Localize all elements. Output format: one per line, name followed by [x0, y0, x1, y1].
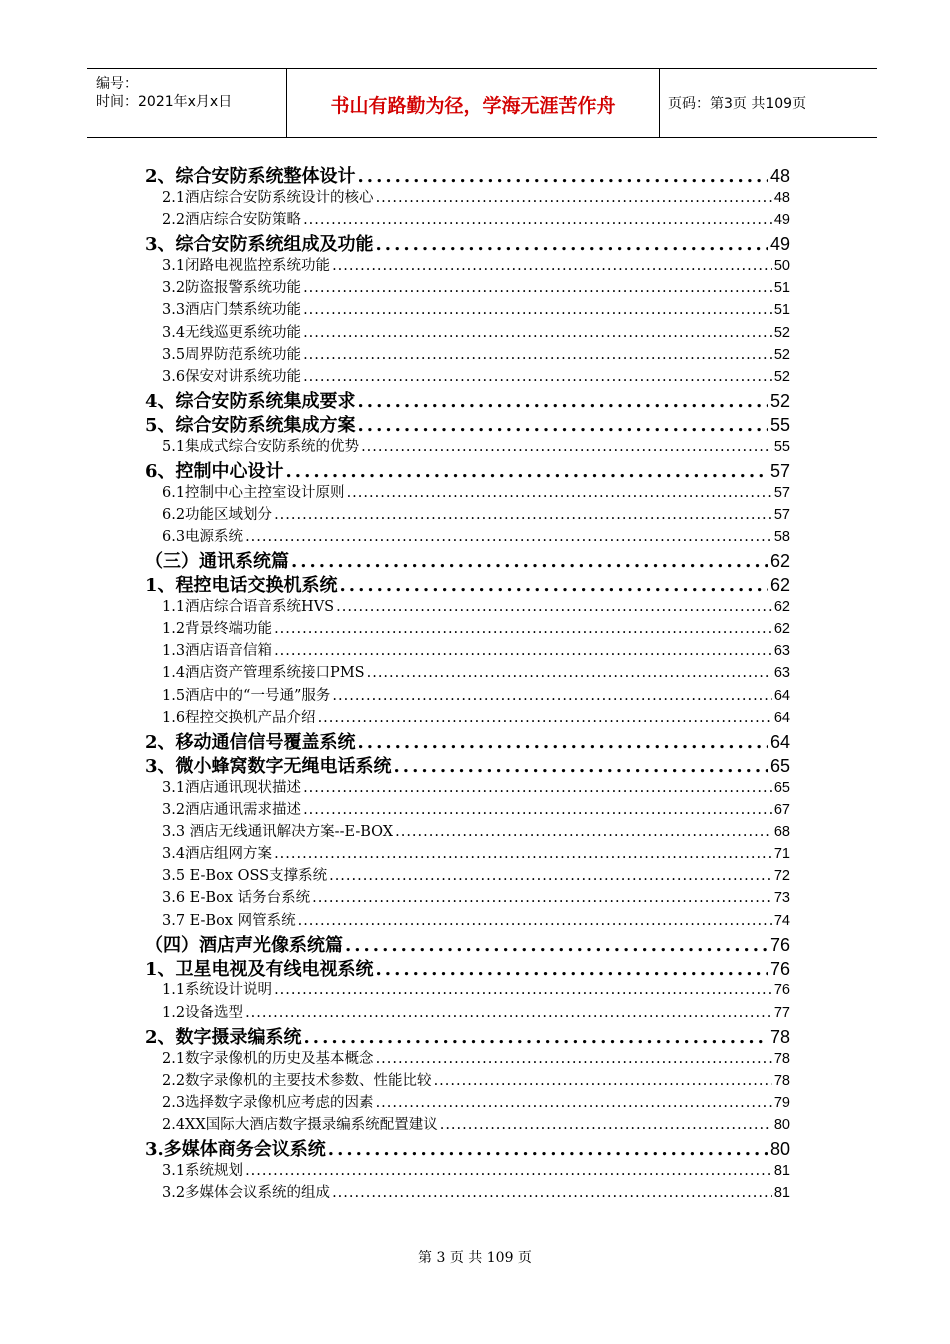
toc-entry-chapter[interactable] [145, 931, 790, 955]
toc-entry-section[interactable] [145, 1113, 790, 1135]
toc-dot-leader [274, 846, 772, 862]
toc-entry-page-number: 64 [773, 709, 790, 726]
toc-entry-section[interactable] [145, 1181, 790, 1203]
toc-entry-page-number: 62 [769, 551, 790, 572]
toc-entry-page-number: 78 [773, 1072, 790, 1089]
header-motto: 书山有路勤为径，学海无涯苦作舟 [330, 95, 616, 117]
table-of-contents [145, 162, 790, 1204]
toc-entry-page-number: 63 [773, 665, 790, 682]
toc-entry-page-number: 76 [773, 982, 790, 999]
toc-entry-page-number: 78 [769, 1026, 790, 1047]
toc-entry-page-number: 71 [773, 846, 790, 863]
toc-entry-page-number: 65 [773, 779, 790, 796]
toc-entry-section[interactable] [145, 595, 790, 617]
toc-entry-section[interactable] [145, 1091, 790, 1113]
toc-entry-section[interactable] [145, 798, 790, 820]
toc-dot-leader [303, 369, 772, 385]
toc-entry-section[interactable] [145, 978, 790, 1000]
toc-entry-title: 1.2背景终端功能 [162, 621, 273, 638]
toc-dot-leader [376, 959, 768, 979]
toc-dot-leader [332, 1185, 772, 1201]
toc-entry-page-number: 52 [773, 346, 790, 363]
toc-entry-page-number: 51 [773, 280, 790, 297]
toc-entry-section[interactable] [145, 1047, 790, 1069]
toc-dot-leader [358, 415, 768, 435]
toc-entry-title: 3.1系统规划 [162, 1163, 244, 1180]
toc-entry-page-number: 73 [773, 890, 790, 907]
toc-entry-title: 2.4XX国际大酒店数字摄录编系统配置建议 [162, 1117, 438, 1134]
toc-entry-page-number: 80 [773, 1117, 790, 1134]
toc-entry-section[interactable] [145, 503, 790, 525]
toc-entry-title: 6.1控制中心主控室设计原则 [162, 484, 345, 501]
toc-entry-section[interactable] [145, 298, 790, 320]
toc-entry-section[interactable] [145, 661, 790, 683]
toc-entry-title: 2.1酒店综合安防系统设计的核心 [162, 189, 374, 206]
toc-entry-page-number: 76 [769, 958, 790, 979]
toc-entry-title: 4、综合安防系统集成要求 [145, 391, 356, 411]
document-header [87, 68, 877, 138]
toc-dot-leader [328, 1139, 768, 1159]
toc-entry-title: 2、数字摄录编系统 [145, 1026, 302, 1047]
toc-entry-section[interactable] [145, 886, 790, 908]
toc-entry-title: 3.3酒店门禁系统功能 [162, 302, 302, 319]
toc-entry-page-number: 74 [773, 912, 790, 929]
toc-entry-page-number: 64 [773, 687, 790, 704]
toc-entry-title: 1.1系统设计说明 [162, 982, 273, 999]
toc-dot-leader [298, 913, 772, 929]
toc-entry-section[interactable] [145, 684, 790, 706]
toc-entry-page-number: 48 [773, 189, 790, 206]
toc-entry-page-number: 81 [773, 1163, 790, 1180]
toc-dot-leader [376, 190, 772, 206]
page-footer: 第 3 页 共 109 页 [418, 1250, 532, 1266]
toc-entry-page-number: 67 [773, 801, 790, 818]
toc-entry-page-number: 72 [773, 868, 790, 885]
toc-dot-leader [332, 688, 771, 704]
toc-entry-page-number: 48 [769, 166, 790, 186]
toc-dot-leader [440, 1117, 772, 1133]
toc-entry-section[interactable] [145, 208, 790, 230]
toc-entry-title: 1.2设备选型 [162, 1004, 244, 1021]
toc-entry-page-number: 63 [773, 643, 790, 660]
toc-dot-leader [274, 643, 772, 659]
toc-entry-title: 3.4酒店组网方案 [162, 846, 273, 863]
toc-dot-leader [395, 824, 772, 840]
toc-entry-title: 1.1酒店综合语音系统HVS [162, 598, 335, 615]
toc-entry-title: 2.2酒店综合安防策略 [162, 211, 302, 228]
toc-entry-title: 3.4无线巡更系统功能 [162, 324, 302, 341]
toc-entry-chapter[interactable] [145, 1023, 790, 1047]
toc-entry-chapter[interactable] [145, 457, 790, 481]
toc-entry-page-number: 52 [773, 324, 790, 341]
toc-entry-chapter[interactable] [145, 571, 790, 595]
toc-dot-leader [345, 935, 768, 955]
toc-dot-leader [329, 868, 772, 884]
toc-dot-leader [340, 575, 768, 595]
toc-dot-leader [274, 507, 772, 523]
toc-entry-page-number: 55 [769, 414, 790, 435]
toc-dot-leader [376, 1095, 772, 1111]
toc-dot-leader [274, 982, 772, 998]
toc-entry-title: 3.2防盗报警系统功能 [162, 280, 302, 297]
toc-entry-page-number: 49 [769, 234, 790, 254]
toc-entry-page-number: 80 [769, 1139, 790, 1160]
toc-entry-chapter[interactable] [145, 547, 790, 571]
toc-dot-leader [286, 461, 768, 481]
toc-entry-section[interactable] [145, 909, 790, 931]
toc-entry-section[interactable] [145, 481, 790, 503]
toc-dot-leader [367, 665, 772, 681]
toc-entry-page-number: 57 [773, 484, 790, 501]
toc-entry-title: 3.3 酒店无线通讯解决方案--E-BOX [162, 823, 394, 840]
toc-entry-title: 1.4酒店资产管理系统接口PMS [162, 665, 365, 682]
toc-entry-section[interactable] [145, 820, 790, 842]
toc-entry-title: 2、综合安防系统整体设计 [145, 166, 356, 186]
toc-entry-chapter[interactable] [145, 387, 790, 411]
toc-entry-section[interactable] [145, 706, 790, 728]
toc-entry-chapter[interactable] [145, 752, 790, 776]
toc-entry-page-number: 50 [773, 257, 790, 274]
toc-entry-section[interactable] [145, 776, 790, 798]
toc-entry-page-number: 57 [773, 506, 790, 523]
toc-dot-leader [303, 302, 772, 318]
toc-dot-leader [376, 1051, 772, 1067]
toc-dot-leader [303, 325, 772, 341]
toc-entry-section[interactable] [145, 1159, 790, 1181]
toc-entry-title: 3.2酒店通讯需求描述 [162, 801, 302, 818]
toc-entry-title: 2.2数字录像机的主要技术参数、性能比较 [162, 1072, 432, 1089]
header-page-info: 页码：第3页 共109页 [668, 96, 807, 112]
toc-entry-page-number: 57 [769, 460, 790, 481]
toc-entry-section[interactable] [145, 1001, 790, 1023]
toc-entry-title: 3.7 E-Box 网管系统 [162, 912, 296, 929]
toc-dot-leader [358, 391, 768, 411]
toc-entry-title: 6.2功能区域划分 [162, 506, 273, 523]
toc-entry-title: 3、综合安防系统组成及功能 [145, 234, 374, 254]
toc-entry-chapter[interactable] [145, 230, 790, 254]
toc-entry-section[interactable] [145, 435, 790, 457]
toc-dot-leader [245, 529, 772, 545]
toc-dot-leader [336, 599, 772, 615]
toc-entry-page-number: 49 [773, 211, 790, 228]
toc-entry-title: 2.1数字录像机的历史及基本概念 [162, 1050, 374, 1067]
toc-entry-chapter[interactable] [145, 1135, 790, 1159]
toc-entry-chapter[interactable] [145, 955, 790, 979]
toc-entry-title: 3.多媒体商务会议系统 [145, 1139, 326, 1160]
toc-dot-leader [303, 280, 772, 296]
toc-entry-title: 3.6 E-Box 话务台系统 [162, 890, 311, 907]
toc-entry-page-number: 52 [769, 391, 790, 411]
toc-entry-page-number: 68 [773, 823, 790, 840]
toc-entry-title: 3.2多媒体会议系统的组成 [162, 1185, 331, 1202]
toc-dot-leader [291, 551, 768, 571]
toc-entry-title: 1、卫星电视及有线电视系统 [145, 958, 374, 979]
toc-entry-page-number: 65 [769, 755, 790, 776]
document-number-label: 编号： [96, 76, 138, 92]
toc-entry-page-number: 77 [773, 1004, 790, 1021]
toc-entry-title: 1.3酒店语音信箱 [162, 643, 273, 660]
toc-dot-leader [245, 1163, 772, 1179]
toc-dot-leader [376, 234, 768, 254]
toc-entry-page-number: 58 [773, 529, 790, 546]
toc-dot-leader [303, 212, 772, 228]
toc-entry-title: 6、控制中心设计 [145, 460, 284, 481]
toc-entry-title: 5.1集成式综合安防系统的优势 [162, 438, 360, 455]
toc-entry-title: 6.3电源系统 [162, 529, 244, 546]
toc-entry-section[interactable] [145, 617, 790, 639]
toc-entry-page-number: 81 [773, 1185, 790, 1202]
toc-entry-title: 2.3选择数字录像机应考虑的因素 [162, 1095, 374, 1111]
toc-entry-title: 1、程控电话交换机系统 [145, 575, 338, 595]
toc-dot-leader [304, 1027, 768, 1047]
toc-dot-leader [394, 756, 768, 776]
toc-dot-leader [434, 1073, 772, 1089]
toc-entry-section[interactable] [145, 276, 790, 298]
toc-entry-title: 3.5 E-Box OSS支撑系统 [162, 868, 328, 885]
toc-entry-section[interactable] [145, 1069, 790, 1091]
toc-entry-title: 1.6程控交换机产品介绍 [162, 709, 316, 726]
toc-dot-leader [312, 890, 772, 906]
toc-entry-section[interactable] [145, 864, 790, 886]
toc-entry-page-number: 62 [773, 598, 790, 615]
toc-entry-section[interactable] [145, 525, 790, 547]
toc-entry-page-number: 55 [773, 438, 790, 455]
toc-dot-leader [274, 621, 772, 637]
toc-entry-title: 5、综合安防系统集成方案 [145, 414, 356, 435]
toc-entry-page-number: 51 [773, 302, 790, 319]
toc-entry-page-number: 64 [769, 731, 790, 752]
header-page-cell [660, 69, 877, 137]
toc-dot-leader [332, 258, 772, 274]
toc-entry-title: 3.5周界防范系统功能 [162, 346, 302, 363]
toc-dot-leader [358, 732, 768, 752]
toc-dot-leader [245, 1005, 772, 1021]
header-info-cell [87, 69, 287, 137]
toc-entry-section[interactable] [145, 343, 790, 365]
toc-entry-title: （三）通讯系统篇 [145, 551, 289, 572]
toc-entry-section[interactable] [145, 321, 790, 343]
toc-dot-leader [361, 439, 772, 455]
toc-entry-title: 2、移动通信信号覆盖系统 [145, 731, 356, 752]
toc-entry-title: （四）酒店声光像系统篇 [145, 934, 343, 955]
toc-entry-section[interactable] [145, 254, 790, 276]
toc-entry-chapter[interactable] [145, 728, 790, 752]
toc-entry-title: 1.5酒店中的“一号通”服务 [162, 687, 331, 704]
toc-entry-page-number: 78 [773, 1050, 790, 1067]
toc-entry-title: 3.6保安对讲系统功能 [162, 368, 302, 385]
toc-dot-leader [303, 802, 772, 818]
toc-dot-leader [303, 347, 772, 363]
toc-entry-page-number: 62 [769, 575, 790, 595]
toc-entry-page-number: 79 [773, 1095, 790, 1111]
toc-dot-leader [347, 485, 772, 501]
document-date-label: 时间：2021年x月x日 [96, 94, 233, 110]
toc-entry-section[interactable] [145, 365, 790, 387]
toc-entry-page-number: 76 [769, 934, 790, 955]
toc-entry-section[interactable] [145, 639, 790, 661]
toc-entry-section[interactable] [145, 842, 790, 864]
toc-entry-section[interactable] [145, 186, 790, 208]
toc-dot-leader [318, 710, 772, 726]
toc-entry-chapter[interactable] [145, 411, 790, 435]
header-motto-cell [287, 69, 660, 137]
toc-entry-chapter[interactable] [145, 162, 790, 186]
toc-entry-title: 3.1酒店通讯现状描述 [162, 779, 302, 796]
toc-dot-leader [358, 166, 768, 186]
toc-entry-title: 3.1闭路电视监控系统功能 [162, 257, 331, 274]
toc-entry-page-number: 52 [773, 368, 790, 385]
toc-dot-leader [303, 780, 772, 796]
toc-entry-page-number: 62 [773, 621, 790, 638]
toc-entry-title: 3、微小蜂窝数字无绳电话系统 [145, 755, 392, 776]
